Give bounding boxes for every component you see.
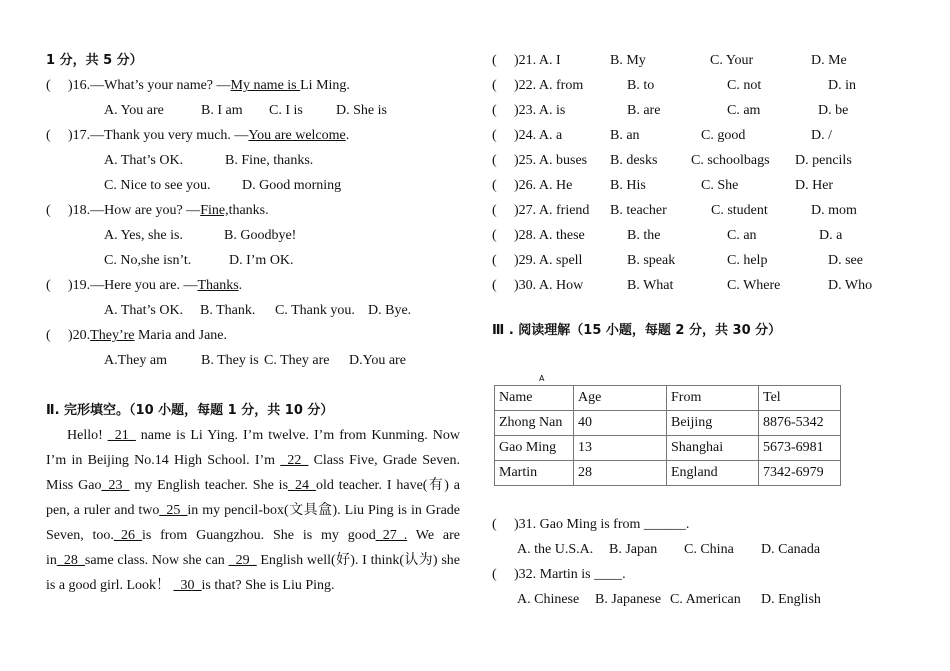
option-c: C. student xyxy=(711,203,768,218)
option-d: D. be xyxy=(818,103,849,118)
option-b: B. Goodbye! xyxy=(224,228,297,243)
option-d: D. pencils xyxy=(795,153,852,168)
option-c: C. No,she isn’t. xyxy=(104,253,192,268)
cloze-choice-row xyxy=(492,148,912,173)
cloze-choice-row xyxy=(492,273,912,298)
info-table-wrapper xyxy=(494,385,841,486)
option-a: )22. A. from xyxy=(514,78,584,93)
table-cell: 8876-5342 xyxy=(759,411,841,436)
info-table xyxy=(494,385,841,486)
cloze-choice-row xyxy=(492,48,912,73)
option-a: )21. A. I xyxy=(514,53,561,68)
option-b: B. Japanese xyxy=(595,592,662,607)
option-d: D. / xyxy=(811,128,832,143)
option-b: B. are xyxy=(627,103,661,118)
question-31-options xyxy=(492,537,912,562)
option-c: C. Where xyxy=(727,278,781,293)
answer-blank: ( xyxy=(492,278,497,293)
table-cell: Beijing xyxy=(667,411,759,436)
option-c: C. American xyxy=(670,592,741,607)
option-a: A. the U.S.A. xyxy=(517,542,594,557)
answer-blank: ( xyxy=(46,78,51,93)
option-b: B. teacher xyxy=(610,203,667,218)
option-c: C. I is xyxy=(269,103,303,118)
question-20-options xyxy=(46,348,460,373)
table-cell: England xyxy=(667,461,759,486)
answer-blank: ( xyxy=(492,103,497,118)
option-b: B. They is xyxy=(201,353,259,368)
option-c: C. an xyxy=(727,228,757,243)
table-header-row xyxy=(495,386,841,411)
option-a: )27. A. friend xyxy=(514,203,590,218)
answer-blank: ( xyxy=(492,253,497,268)
answer-blank: ( xyxy=(492,53,497,68)
option-c: C. schoolbags xyxy=(691,153,770,168)
option-c: C. Nice to see you. xyxy=(104,178,211,193)
question-19: ( )19.—Here you are. —Thanks. xyxy=(46,278,243,293)
option-a: A. Chinese xyxy=(517,592,580,607)
cloze-choice-row xyxy=(492,198,912,223)
table-cell: Shanghai xyxy=(667,436,759,461)
option-d: D. I’m OK. xyxy=(229,253,294,268)
option-b: B. Fine, thanks. xyxy=(225,153,314,168)
option-b: B. the xyxy=(627,228,661,243)
option-b: B. His xyxy=(610,178,646,193)
question-19-options xyxy=(46,298,460,323)
section-2-heading: Ⅱ. 完形填空。（10 小题，每题 1 分，共 10 分） xyxy=(46,403,334,418)
table-cell: 13 xyxy=(574,436,667,461)
section-3-heading: Ⅲ . 阅读理解（15 小题，每题 2 分，共 30 分） xyxy=(492,323,782,338)
option-b: B. I am xyxy=(201,103,243,118)
answer-blank: ( xyxy=(492,78,497,93)
answer-blank: ( xyxy=(492,128,497,143)
table-row xyxy=(495,436,841,461)
option-a: A. That’s OK. xyxy=(104,303,184,318)
table-header-cell: Tel xyxy=(759,386,841,411)
question-18: ( )18.—How are you? —Fine,thanks. xyxy=(46,203,269,218)
table-cell: Gao Ming xyxy=(495,436,574,461)
table-cell: 28 xyxy=(574,461,667,486)
answer-blank: ( xyxy=(492,178,497,193)
cloze-choice-row xyxy=(492,98,912,123)
table-cell: 40 xyxy=(574,411,667,436)
question-20: ( )20.They’re Maria and Jane. xyxy=(46,328,228,343)
option-a: )25. A. buses xyxy=(514,153,588,168)
option-d: D. mom xyxy=(811,203,857,218)
option-d: D.You are xyxy=(349,353,406,368)
option-b: B. Thank. xyxy=(200,303,256,318)
option-a: A.They am xyxy=(104,353,167,368)
section-header-continued: 1 分，共 5 分） xyxy=(46,53,143,68)
table-cell: Zhong Nan xyxy=(495,411,574,436)
table-cell: 7342-6979 xyxy=(759,461,841,486)
question-18-options-row1 xyxy=(46,223,460,248)
question-31: ( )31. Gao Ming is from ______. xyxy=(492,517,690,532)
option-c: C. They are xyxy=(264,353,330,368)
cloze-choice-row xyxy=(492,123,912,148)
option-a: )29. A. spell xyxy=(514,253,583,268)
cloze-choice-row xyxy=(492,73,912,98)
left-column xyxy=(46,48,460,598)
option-c: C. Your xyxy=(710,53,754,68)
question-17-options-row2 xyxy=(46,173,460,198)
answer-blank: ( xyxy=(492,228,497,243)
option-a: )23. A. is xyxy=(514,103,566,118)
option-a: A. Yes, she is. xyxy=(104,228,183,243)
option-c: C. not xyxy=(727,78,762,93)
option-c: C. China xyxy=(684,542,734,557)
option-d: D. Good morning xyxy=(242,178,342,193)
answer-blank: ( xyxy=(492,153,497,168)
question-32-options xyxy=(492,587,912,612)
option-c: C. Thank you. xyxy=(275,303,355,318)
table-row xyxy=(495,461,841,486)
option-d: D. She is xyxy=(336,103,387,118)
reading-questions xyxy=(492,512,912,612)
cloze-choice-list xyxy=(492,48,912,298)
table-header-cell: From xyxy=(667,386,759,411)
option-d: D. in xyxy=(828,78,856,93)
option-d: D. Her xyxy=(795,178,834,193)
right-column xyxy=(492,48,912,343)
option-b: B. to xyxy=(627,78,655,93)
option-d: D. a xyxy=(819,228,843,243)
option-b: B. desks xyxy=(610,153,658,168)
table-header-cell: Name xyxy=(495,386,574,411)
cloze-choice-row xyxy=(492,248,912,273)
question-18-options-row2 xyxy=(46,248,460,273)
option-b: B. an xyxy=(610,128,640,143)
option-a: )26. A. He xyxy=(514,178,573,193)
table-cell: Martin xyxy=(495,461,574,486)
option-a: )28. A. these xyxy=(514,228,585,243)
option-a: )24. A. a xyxy=(514,128,563,143)
option-c: C. She xyxy=(701,178,739,193)
table-header-cell: Age xyxy=(574,386,667,411)
table-row xyxy=(495,411,841,436)
cloze-choice-row xyxy=(492,173,912,198)
option-a: A. You are xyxy=(104,103,164,118)
answer-blank: ( xyxy=(492,203,497,218)
option-c: C. am xyxy=(727,103,761,118)
question-16: ( )16.—What’s your name? —My name is Li Ming. xyxy=(46,73,460,98)
question-16-options xyxy=(46,98,460,123)
passage-a-label: A xyxy=(539,374,545,383)
option-d: D. Canada xyxy=(761,542,821,557)
option-b: B. Japan xyxy=(609,542,658,557)
option-b: B. speak xyxy=(627,253,676,268)
option-d: D. Who xyxy=(828,278,873,293)
question-17-options-row1 xyxy=(46,148,460,173)
option-b: B. My xyxy=(610,53,646,68)
option-d: D. English xyxy=(761,592,821,607)
question-17: ( )17.—Thank you very much. —You are welcome. xyxy=(46,128,350,143)
option-c: C. help xyxy=(727,253,768,268)
cloze-passage: Hello! _21_ name is Li Ying. I’m twelve. I’m from Kunming. Now I’m in Beijing No.14 High School. I’m _22_ Class Five, Grade Seven. Miss Gao_23_ my English teacher. She is_24_old teacher. I have(有) a pen, a ruler and two_25_in my pencil-box(文具盒). Liu Ping is in Grade Seven, too._26_is from Guangzhou. She is my good_27_. We are in_28_same class. Now she can _29_ English well(好). I think(认为) she is a good girl. Look！ _30_is that? She is Liu Ping. xyxy=(46,428,461,593)
table-cell: 5673-6981 xyxy=(759,436,841,461)
cloze-choice-row xyxy=(492,223,912,248)
option-b: B. What xyxy=(627,278,674,293)
option-d: D. see xyxy=(828,253,863,268)
question-32: ( )32. Martin is ____. xyxy=(492,567,626,582)
option-a: A. That’s OK. xyxy=(104,153,184,168)
option-a: )30. A. How xyxy=(514,278,584,293)
option-d: D. Me xyxy=(811,53,847,68)
option-d: D. Bye. xyxy=(368,303,412,318)
option-c: C. good xyxy=(701,128,746,143)
